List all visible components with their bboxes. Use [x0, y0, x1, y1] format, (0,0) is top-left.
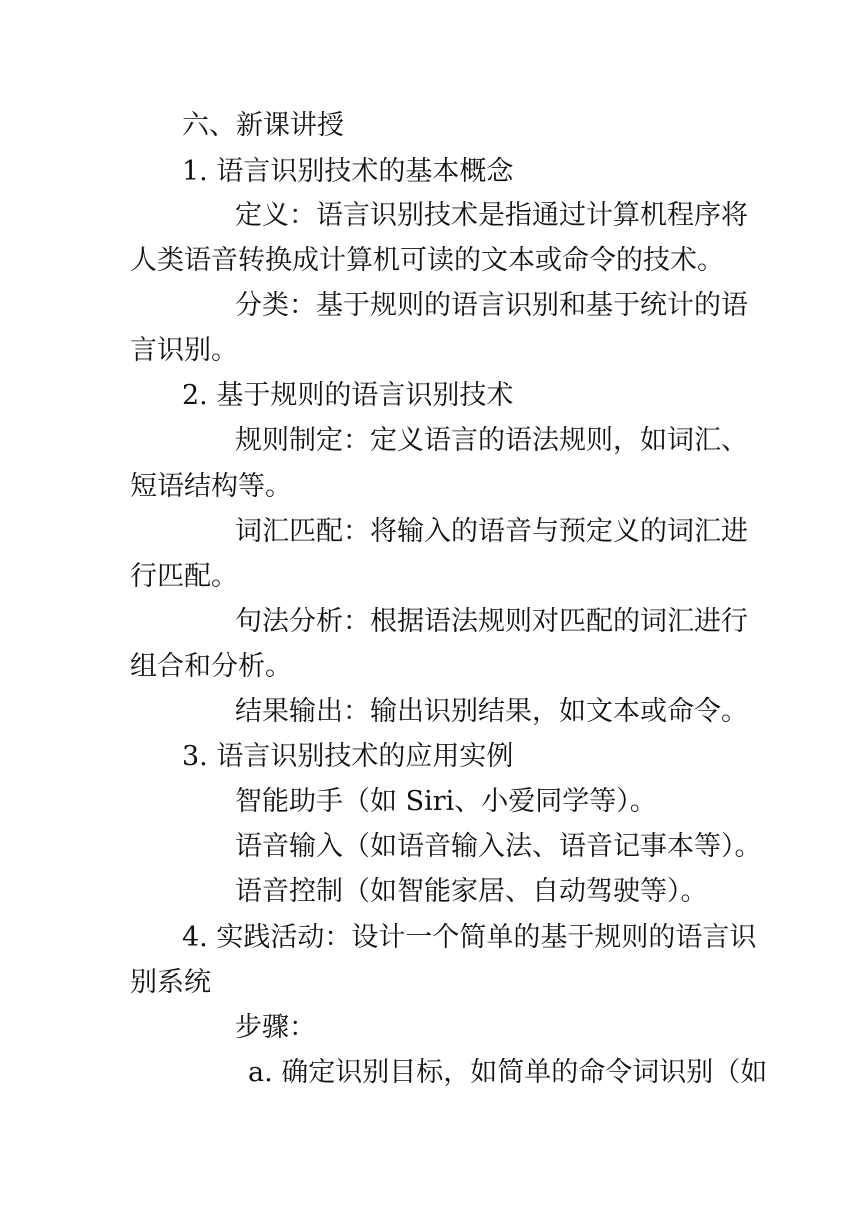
vocab-line-1: 词汇匹配：将输入的语音与预定义的词汇进 — [235, 516, 748, 547]
app-item-3: 语音控制（如智能家居、自动驾驶等）。 — [235, 876, 708, 907]
syntax-line-2: 组合和分析。 — [130, 651, 292, 682]
rule-line-2: 短语结构等。 — [130, 471, 292, 502]
heading-4-line-1: 4. 实践活动：设计一个简单的基于规则的语言识 — [182, 922, 757, 953]
heading-1: 1. 语言识别技术的基本概念 — [182, 156, 514, 187]
heading-2: 2. 基于规则的语言识别技术 — [182, 380, 514, 411]
vocab-line-2: 行匹配。 — [130, 561, 238, 592]
heading-3: 3. 语言识别技术的应用实例 — [182, 741, 514, 772]
app-item-1: 智能助手（如 Siri、小爱同学等）。 — [235, 786, 657, 817]
app-item-2: 语音输入（如语音输入法、语音记事本等）。 — [235, 831, 762, 862]
section-heading: 六、新课讲授 — [182, 110, 344, 141]
output-line: 结果输出：输出识别结果，如文本或命令。 — [235, 696, 748, 727]
step-a: a. 确定识别目标，如简单的命令词识别（如 — [248, 1057, 768, 1088]
classification-line-2: 言识别。 — [130, 335, 238, 366]
rule-line-1: 规则制定：定义语言的语法规则，如词汇、 — [235, 425, 748, 456]
definition-line-1: 定义：语言识别技术是指通过计算机程序将 — [235, 200, 748, 231]
heading-4-line-2: 别系统 — [130, 967, 211, 998]
syntax-line-1: 句法分析：根据语法规则对匹配的词汇进行 — [235, 606, 748, 637]
steps-label: 步骤： — [235, 1012, 316, 1043]
classification-line-1: 分类：基于规则的语言识别和基于统计的语 — [235, 290, 748, 321]
definition-line-2: 人类语音转换成计算机可读的文本或命令的技术。 — [130, 245, 724, 276]
